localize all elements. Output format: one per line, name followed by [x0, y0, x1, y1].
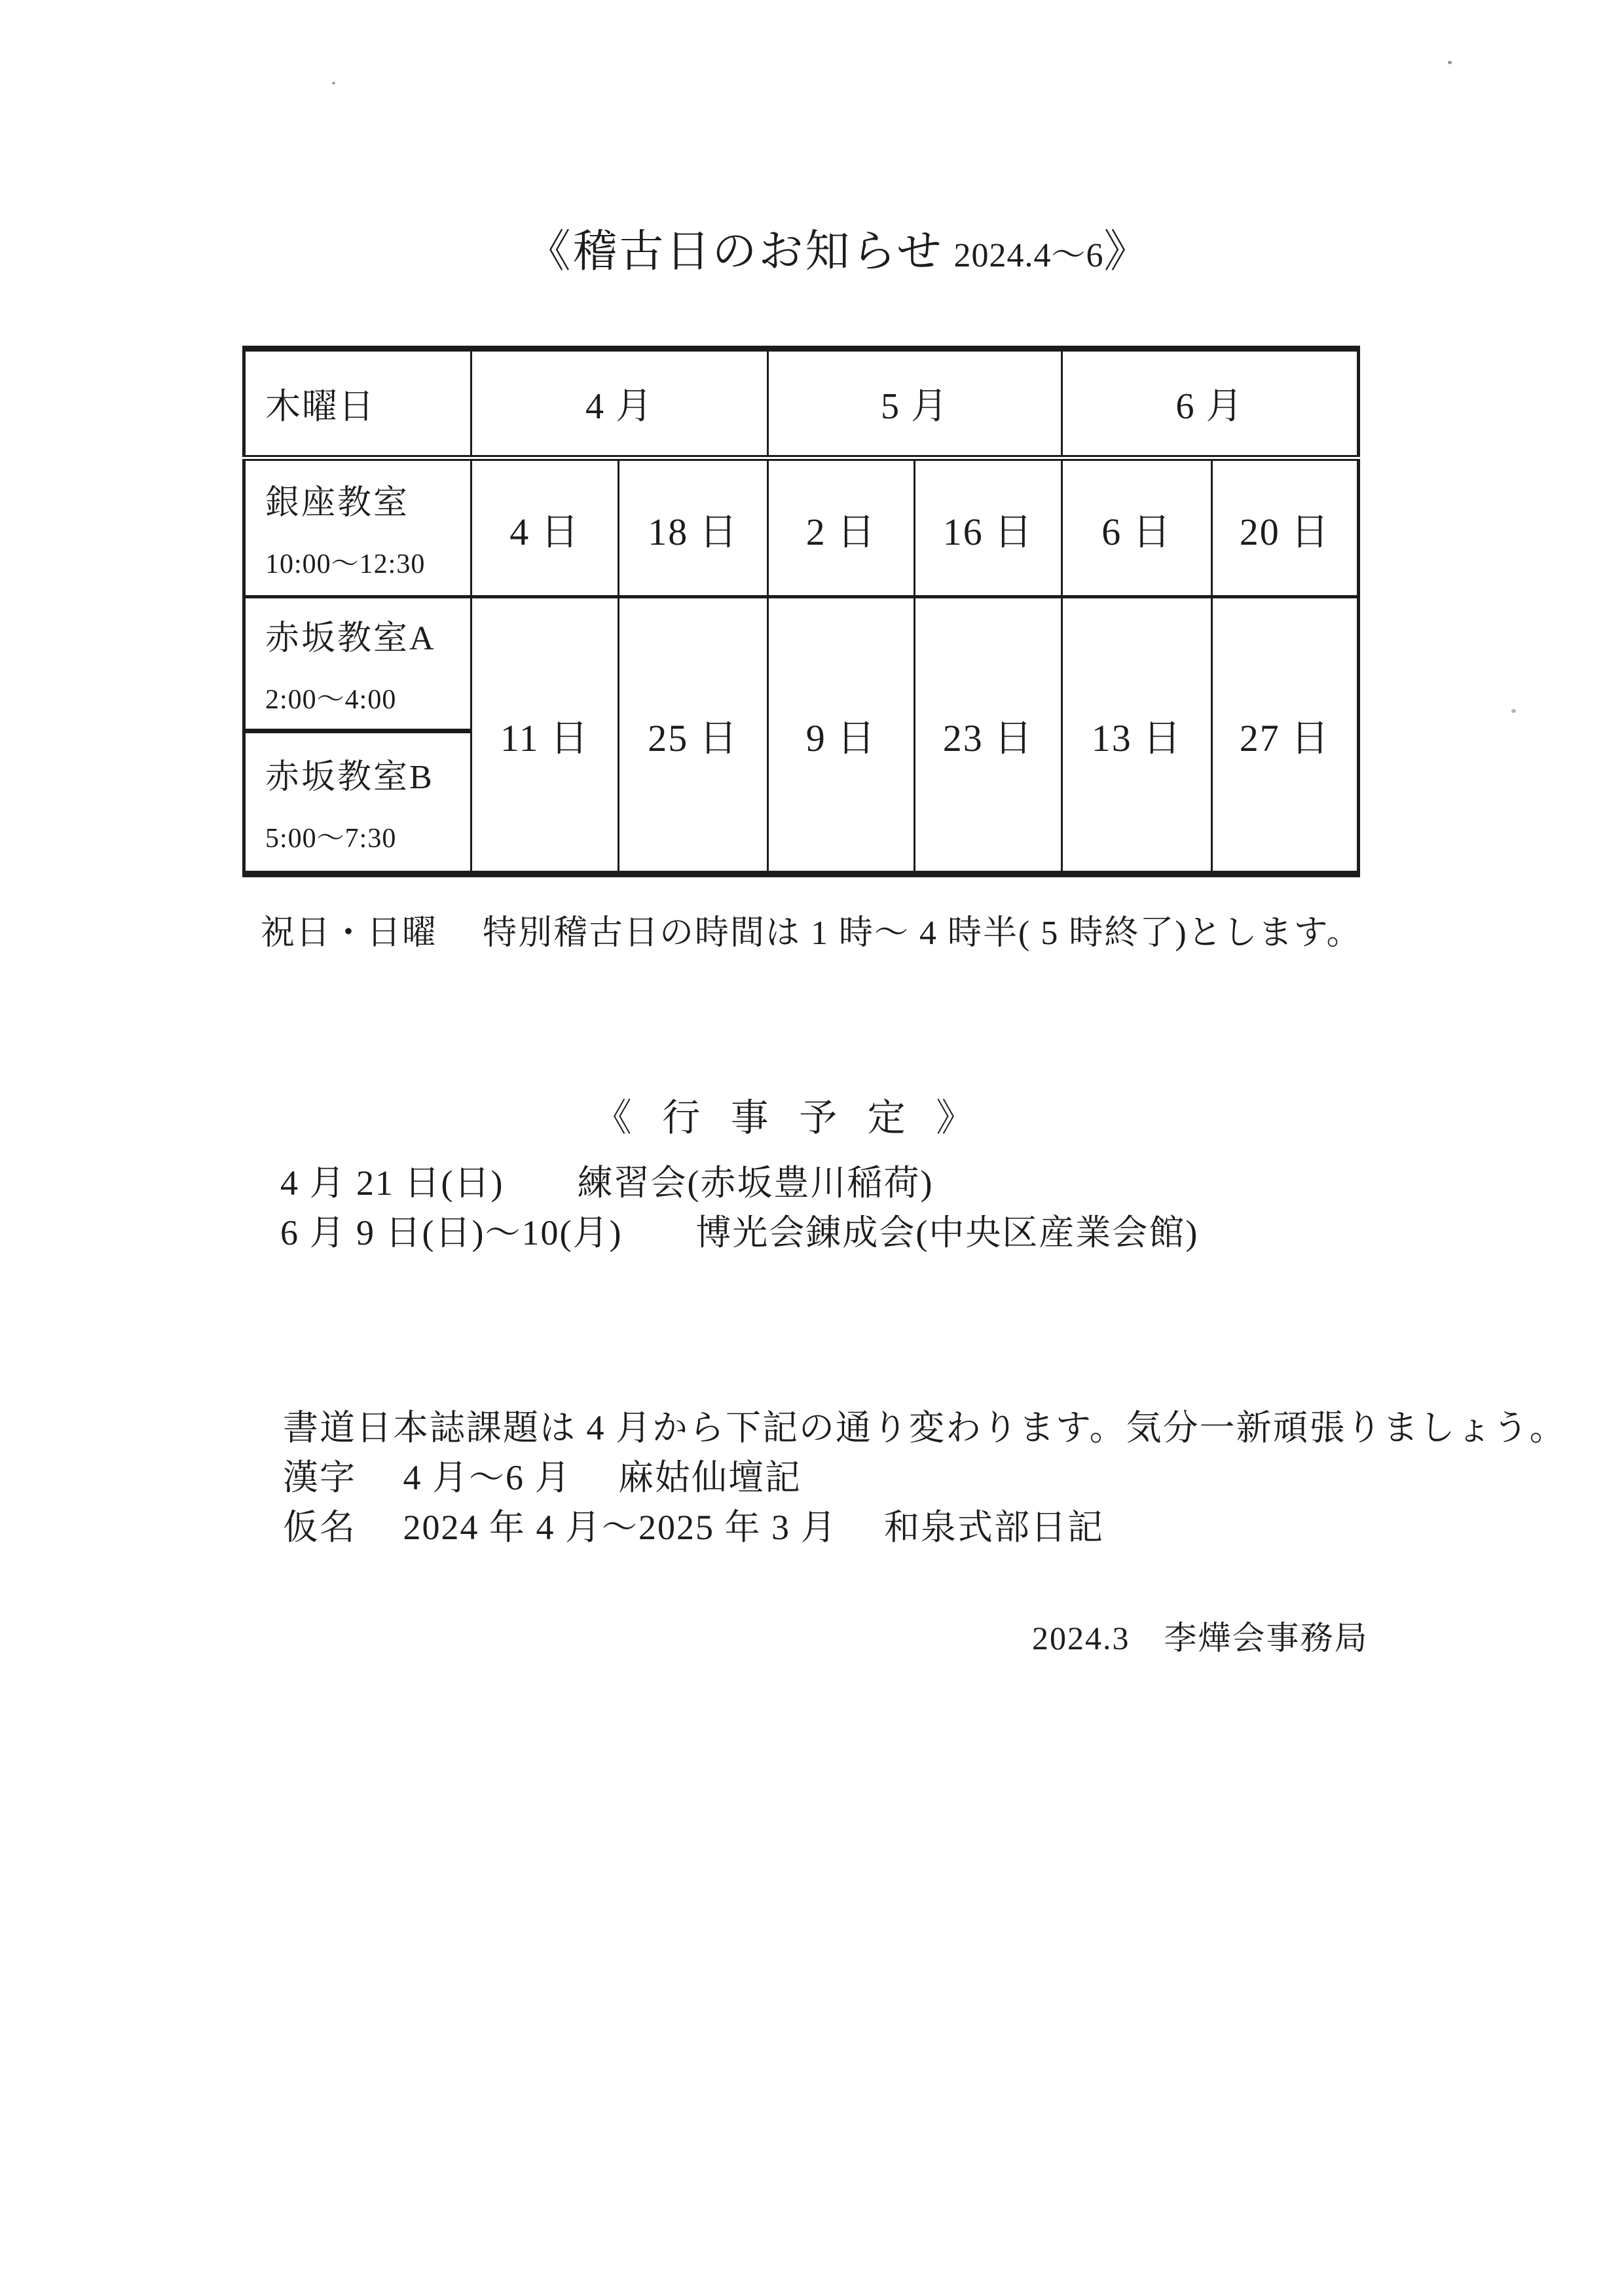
scan-speck [1448, 61, 1452, 64]
page-title-main: 《稽古日のお知らせ [526, 227, 944, 276]
month-header-june: 6 月 [1062, 349, 1359, 458]
month-header-april: 4 月 [471, 349, 768, 458]
date-cell: 25 日 [619, 597, 768, 875]
date-cell: 11 日 [471, 597, 619, 875]
date-cell: 4 日 [471, 458, 619, 597]
classroom-cell-akasaka-a [244, 597, 471, 731]
classroom-time: 5:00～7:30 [265, 823, 397, 854]
classroom-name: 銀座教室 [265, 484, 410, 522]
table-row-ginza [244, 458, 1359, 597]
classroom-name: 赤坂教室B [265, 758, 434, 796]
classroom-cell-ginza [244, 458, 471, 597]
events-list [280, 1158, 1198, 1258]
holiday-note: 祝日・日曜 特別稽古日の時間は 1 時～ 4 時半( 5 時終了)とします。 [261, 915, 1362, 952]
month-header-may: 5 月 [768, 349, 1062, 458]
events-heading: 《 行 事 予 定 》 [593, 1097, 985, 1139]
page-title-period: 2024.4～6 [953, 237, 1104, 274]
date-cell: 23 日 [915, 597, 1062, 875]
date-cell: 6 日 [1062, 458, 1212, 597]
scan-speck [1511, 709, 1516, 713]
signature-line: 2024.3 李燁会事務局 [1032, 1620, 1369, 1656]
date-cell: 20 日 [1212, 458, 1359, 597]
date-cell: 13 日 [1062, 597, 1212, 875]
date-cell: 18 日 [619, 458, 768, 597]
assignment-kana: 仮名 2024 年 4 月～2025 年 3 月 和泉式部日記 [283, 1508, 1104, 1547]
scan-speck [332, 82, 335, 84]
assignments-section [283, 1403, 1566, 1552]
page-title [0, 216, 1624, 280]
page-title-close-bracket: 》 [1103, 227, 1151, 276]
date-cell: 9 日 [768, 597, 915, 875]
date-cell: 27 日 [1212, 597, 1359, 875]
date-cell: 16 日 [915, 458, 1062, 597]
assignments-intro: 書道日本誌課題は 4 月から下記の通り変わります。気分一新頑張りましょう。 [283, 1408, 1566, 1448]
event-item: 4 月 21 日(日) 練習会(赤坂豊川稲荷) [280, 1163, 934, 1203]
assignment-kanji: 漢字 4 月～6 月 麻姑仙壇記 [283, 1458, 802, 1497]
date-cell: 2 日 [768, 458, 915, 597]
classroom-cell-akasaka-b [244, 731, 471, 875]
practice-schedule-table [242, 346, 1360, 877]
classroom-name: 赤坂教室A [265, 620, 436, 657]
classroom-time: 10:00～12:30 [265, 549, 426, 579]
table-corner-label: 木曜日 [244, 349, 471, 458]
table-header-row [244, 349, 1359, 458]
table-row-akasaka-a [244, 597, 1359, 731]
classroom-time: 2:00～4:00 [265, 685, 397, 715]
event-item: 6 月 9 日(日)～10(月) 博光会錬成会(中央区産業会館) [280, 1213, 1199, 1252]
